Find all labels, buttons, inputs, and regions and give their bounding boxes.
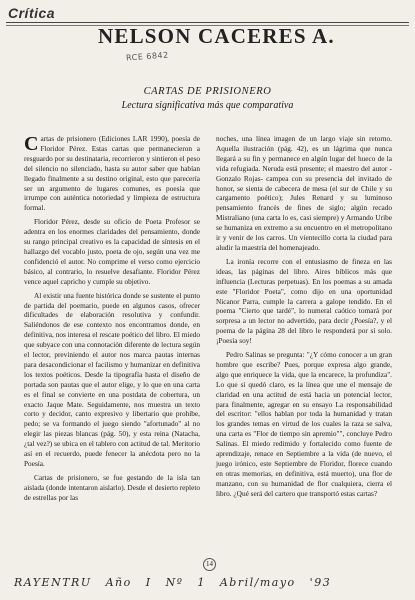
page-header bbox=[6, 4, 409, 48]
paragraph: Al existir una fuente histórica donde se sustente el punto de partida del poemario, puede en algunos casos, ofrecer dificultades de elaboración resolutiva y confundir. Saliéndonos de ese contexto nos encontramos donde, en definitiva, nos interesa el rescate poético del libro. El miedo que subyace con una connotación diferente de lectura según el lector, previniendo el autor nos marca pautas internas para desacondicionar el facilismo y humanizar en definitiva los textos poéticos. Desde la tipografía hasta el diseño de portada son pautas que el autor elige, y lo que en una carta es el final se convierte en una postdata de cobertura, un exacto Jaque Mate. Seguidamente, nos muestra un texto corto y decidor, canto expresivo y libertario que prohíbe, pedo; se va formando el juego siendo "afortunado" al no elegir las piezas blancas (pág. 50), y esta reina (Natacha, ¿tal vez?) se ubica en el tablero con actitud de tal. Meritorio así en el recuerdo, puede fenecer la anécdota pero no la Poesía. bbox=[24, 290, 200, 468]
drop-cap: C bbox=[24, 133, 39, 155]
paragraph bbox=[24, 134, 200, 213]
paragraph: noches, una línea imagen de un largo viaje sin retorno. Aquella ilustración (pág. 42), es un lágrima que nunca llegará a su fin y permanece en algún lugar del hueco de la vida refugiada. Neruda está presente; el maestro del autor -Gonzalo Rojas- campea con su presencia del invitado de honor, se sienta de cabecera de mesa (el sur de Chile y su cargamento poético); Jules Renard y su luminoso pensamiento francés de fines de siglo; algún recado Mistraliano (una carta lo es, casi siempre) y Armando Uribe se humaniza en extremo a su encuentro en el metropolitano ir y venir de los carros. Un vientecillo corta la ciudad para aludir la maestría del homenajeado. bbox=[216, 134, 392, 252]
catalog-stamp: RCE 6842 bbox=[125, 50, 169, 63]
article-title: CARTAS DE PRISIONERO bbox=[143, 86, 272, 97]
author-name: NELSON CACERES A. bbox=[98, 24, 335, 48]
right-column bbox=[216, 134, 392, 503]
paragraph: Pedro Salinas se pregunta: "¿Y cómo conocer a un gran hombre que escribe? Pues, porque expresa algo grande, algo que enriquece la vida, que la encarece, la profundiza". Lo que sí quedó claro, es la línea que une el mensaje de claridad en una actitud de está hacia un potencial lector, para finalmente, agregar en su ensayo La responsabilidad del escritor: "ellos hablan por toda la humanidad y tratan los grandes temas en virtud de los cuales la raza se salva, una carta es "Flor de tiempo sin apremio"", concluye Pedro Salinas. El miedo redimido y fortalecido como fuente de aprendizaje, renace en Septiembre a la vida (de nuevo, el juego irónico, este Septiembre de Floridor, florece cuando en otras memorias, en definitiva, está muerto), una flor de manzano, con su humanidad de flor cualquiera, cierra el libro. ¿Qué será del cartero que transportó estas cartas? bbox=[216, 350, 392, 498]
page-number: 14 bbox=[203, 558, 216, 571]
paragraph-text: artas de prisionero (Ediciones LAR 1990), poesía de Floridor Pérez. Estas cartas que permanecieron a resguardo por su destinataria, recorrieron y sintieron el peso del silencio no silenciado, hasta su autor saber que habían llegado finalmente a su destino original, esto que parecería ser un argumento de lugares comunes, es poesía que irrumpe con auténtica notoriedad y limpieza de estructura formal. bbox=[24, 134, 200, 213]
article-subtitle: Lectura significativa más que comparativa bbox=[121, 100, 294, 111]
paragraph: La ironía recorre con el entusiasmo de fineza en las ideas, las páginas del libro. Aires bíblicos más que influencia (Lecturas perpetuas). En los poemas a su amada este "Floridor Poeta", como dijo en una oportunidad Nicanor Parra, cumple la carrera a galope tendido. En el poema "Cierto que tardé", lo numeral caótico tomará por sorpresa a un lector no advertido, para decir ¿Poesía?, y el poema de la página 28 del libro le responderá por sí solo. ¡Poesía soy! bbox=[216, 256, 392, 346]
paragraph: Cartas de prisionero, se fue gestando de la isla tan aislada (donde intentaron aislarlo). Desde el desierto repleto de estrellas por las bbox=[24, 472, 200, 502]
paragraph: Floridor Pérez, desde su oficio de Poeta Profesor se adentra en los enormes claridades del pensamiento, donde su rango principal creativo es la capacidad de síntesis en el hallazgo del vocablo justo, poeta de ojo, según una vez me confidenció el autor. No comprime el verso como ejercicio básico, al contrario, lo resuelve desafiante. Floridor Pérez vence aquel capricho y cumple su objetivo. bbox=[24, 217, 200, 286]
left-column bbox=[24, 134, 200, 507]
header-rule bbox=[6, 22, 409, 23]
handwritten-source-note: RAYENTRU Año I Nº 1 Abril/mayo '93 bbox=[14, 576, 332, 589]
section-tag: Crítica bbox=[8, 5, 56, 21]
